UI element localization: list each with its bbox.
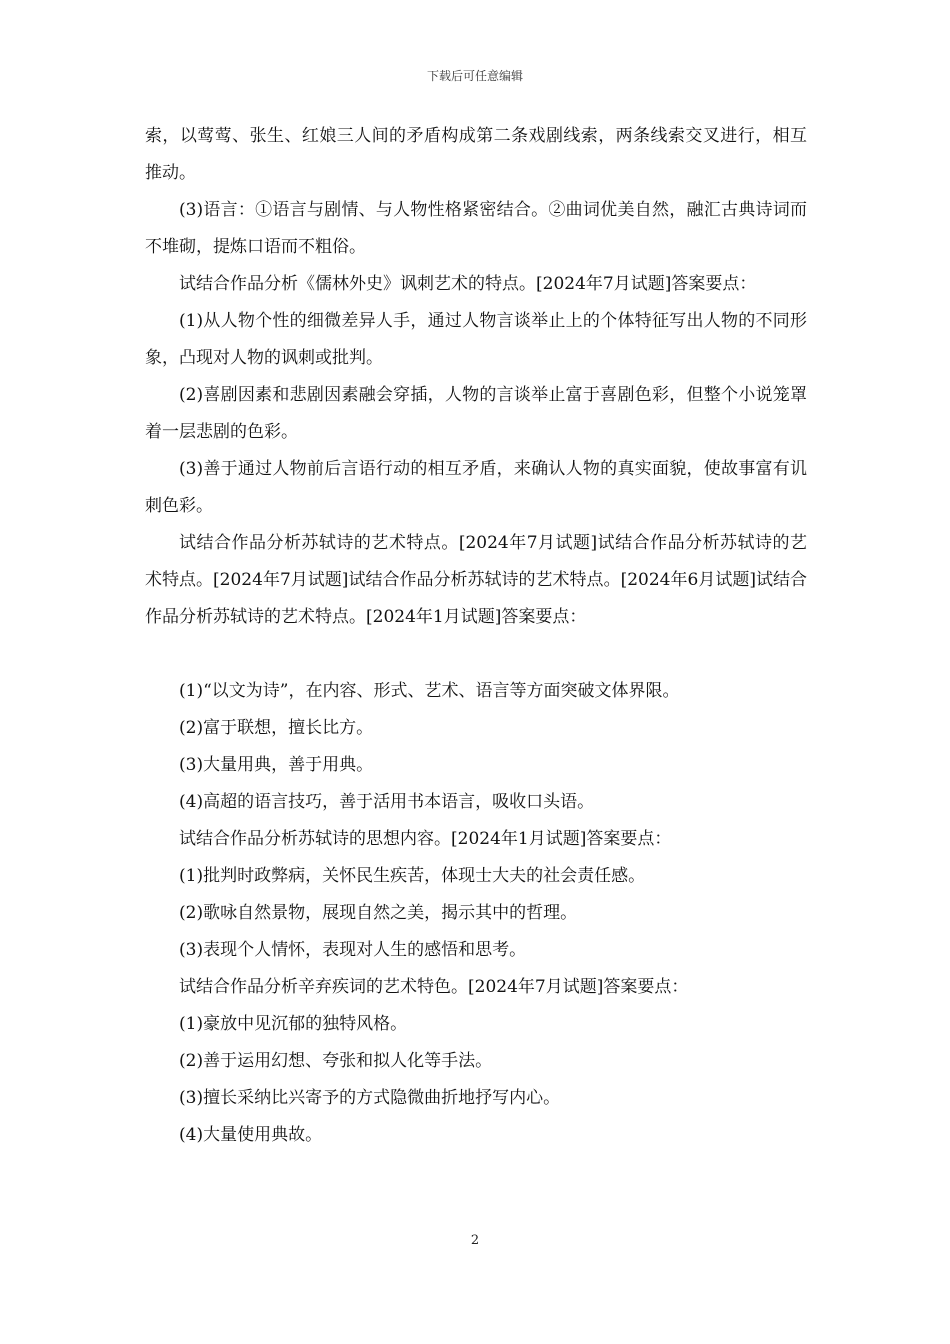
page-number: 2 — [470, 1233, 480, 1248]
document-body — [145, 118, 807, 1154]
paragraph: (1)“以文为诗”，在内容、形式、艺术、语言等方面突破文体界限。 — [179, 681, 680, 701]
paragraph: (1)批判时政弊病，关怀民生疾苦，体现士大夫的社会责任感。 — [179, 866, 646, 886]
paragraph: (1)豪放中见沉郁的独特风格。 — [179, 1014, 408, 1034]
paragraph: 试结合作品分析辛弃疾词的艺术特色。[2024年7月试题]答案要点： — [179, 977, 689, 997]
paragraph: (3)擅长采纳比兴寄予的方式隐微曲折地抒写内心。 — [179, 1088, 561, 1108]
page-header: 下载后可任意编辑 — [426, 69, 523, 83]
paragraph: (2)善于运用幻想、夸张和拟人化等手法。 — [179, 1051, 493, 1071]
paragraph: 试结合作品分析苏轼诗的思想内容。[2024年1月试题]答案要点： — [179, 829, 672, 849]
paragraph: (1)从人物个性的细微差异人手，通过人物言谈举止上的个体特征写出人物的不同形象，凸现对人物的讽刺或批判。 — [145, 311, 807, 368]
paragraph: 索，以莺莺、张生、红娘三人间的矛盾构成第二条戏剧线索，两条线索交叉进行，相互推动。 — [145, 126, 807, 183]
paragraph: (3)大量用典，善于用典。 — [179, 755, 374, 775]
paragraph: 试结合作品分析苏轼诗的艺术特点。[2024年7月试题]试结合作品分析苏轼诗的艺术特点。[2024年7月试题]试结合作品分析苏轼诗的艺术特点。[2024年6月试题]试结合作品分析苏轼诗的艺术特点。[2024年1月试题]答案要点： — [145, 533, 807, 627]
paragraph: (2)富于联想，擅长比方。 — [179, 718, 374, 738]
paragraph: (3)善于通过人物前后言语行动的相互矛盾，来确认人物的真实面貌，使故事富有讥刺色彩。 — [145, 459, 807, 516]
paragraph: (2)歌咏自然景物，展现自然之美，揭示其中的哲理。 — [179, 903, 578, 923]
paragraph: (3)表现个人情怀，表现对人生的感悟和思考。 — [179, 940, 527, 960]
paragraph: (4)高超的语言技巧，善于活用书本语言，吸收口头语。 — [179, 792, 595, 812]
paragraph: (4)大量使用典故。 — [179, 1125, 323, 1145]
paragraph: (2)喜剧因素和悲剧因素融会穿插，人物的言谈举止富于喜剧色彩，但整个小说笼罩着一层悲剧的色彩。 — [145, 385, 807, 442]
paragraph: (3)语言：①语言与剧情、与人物性格紧密结合。②曲词优美自然，融汇古典诗词而不堆砌，提炼口语而不粗俗。 — [145, 200, 807, 257]
blank-line — [145, 636, 807, 673]
paragraph: 试结合作品分析《儒林外史》讽刺艺术的特点。[2024年7月试题]答案要点： — [179, 274, 757, 294]
